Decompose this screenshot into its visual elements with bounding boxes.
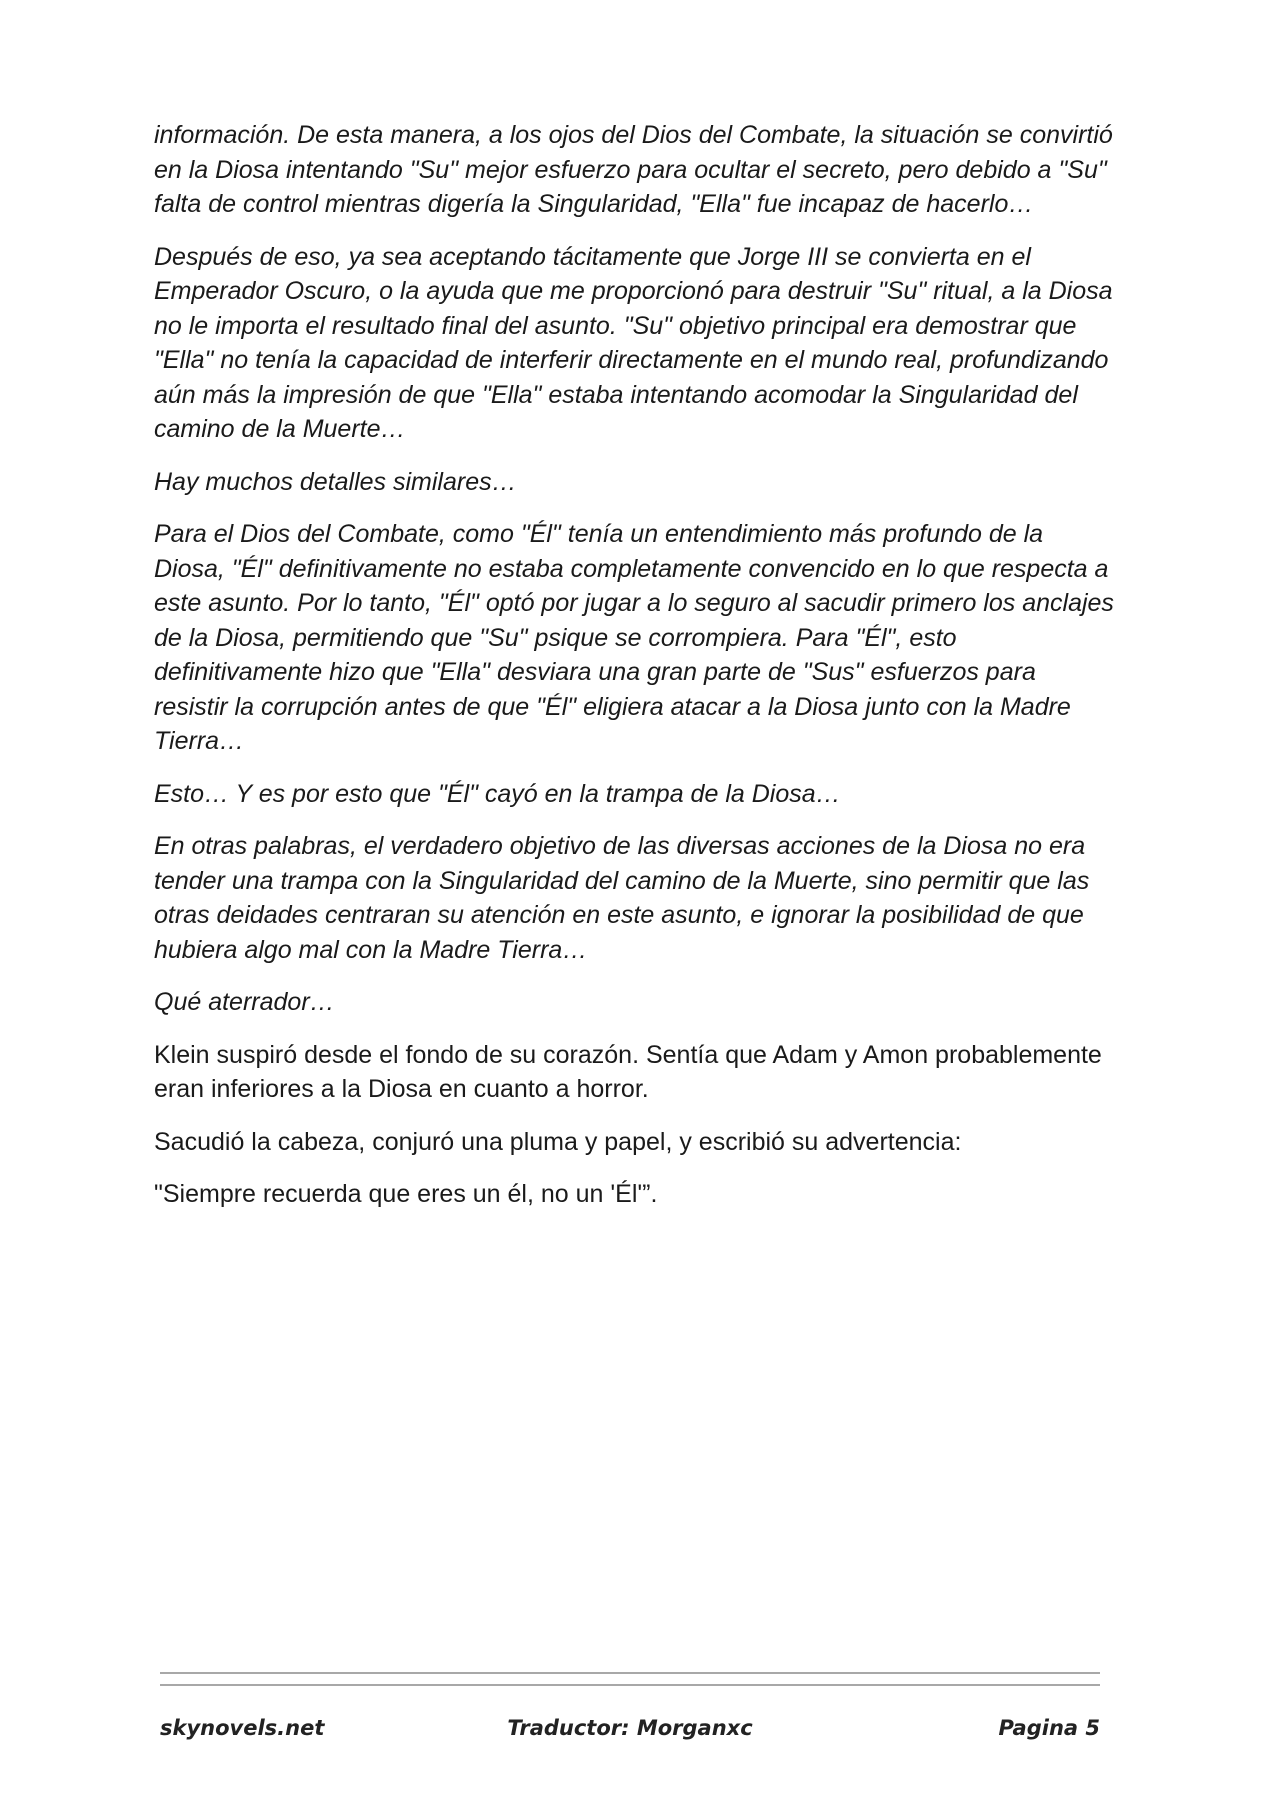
paragraph: Esto… Y es por esto que "Él" cayó en la trampa de la Diosa…	[154, 779, 841, 808]
paragraph: Sacudió la cabeza, conjuró una pluma y papel, y escribió su advertencia:	[154, 1127, 962, 1156]
footer-rule-bottom	[160, 1684, 1100, 1686]
footer-site: skynovels.net	[160, 1716, 325, 1740]
paragraph: "Siempre recuerda que eres un él, no un 'Él'”.	[154, 1180, 658, 1208]
paragraph: Klein suspiró desde el fondo de su corazón. Sentía que Adam y Amon probablemente eran inferiores a la Diosa en cuanto a horror.	[154, 1040, 1102, 1103]
paragraph: Qué aterrador…	[154, 988, 335, 1016]
paragraph: Hay muchos detalles similares…	[154, 467, 517, 496]
footer-rule-top	[160, 1672, 1100, 1674]
paragraph: Para el Dios del Combate, como "Él" tenía un entendimiento más profundo de la Diosa, "Él" definitivamente no estaba completamente convencido en lo que respecta a este asunto. Por lo tanto, "Él" optó por jugar a lo seguro al sacudir primero los anclajes de la Diosa, permitiendo que "Su" psique se corrompiera. Para "Él", esto definitivamente hizo que "Ella" desviara una gran parte de "Sus" esfuerzos para resistir la corrupción antes de que "Él" eligiera atacar a la Diosa junto con la Madre Tierra…	[154, 520, 1114, 755]
footer-divider	[160, 1672, 1100, 1696]
paragraph: En otras palabras, el verdadero objetivo de las diversas acciones de la Diosa no era tender una trampa con la Singularidad del camino de la Muerte, sino permitir que las otras deidades centraran su atención en este asunto, e ignorar la posibilidad de que hubiera algo mal con la Madre Tierra…	[154, 832, 1090, 964]
footer-page-number: Pagina 5	[998, 1716, 1100, 1740]
page-body	[154, 118, 1114, 1230]
paragraph: información. De esta manera, a los ojos del Dios del Combate, la situación se convirtió en la Diosa intentando "Su" mejor esfuerzo para ocultar el secreto, pero debido a "Su" falta de control mientras digería la Singularidad, "Ella" fue incapaz de hacerlo…	[154, 121, 1113, 218]
page-footer	[160, 1716, 1100, 1752]
footer-translator: Traductor: Morganxc	[507, 1716, 753, 1740]
paragraph: Después de eso, ya sea aceptando tácitamente que Jorge III se convierta en el Emperador Oscuro, o la ayuda que me proporcionó para destruir "Su" ritual, a la Diosa no le importa el resultado final del asunto. "Su" objetivo principal era demostrar que "Ella" no tenía la capacidad de interferir directamente en el mundo real, profundizando aún más la impresión de que "Ella" estaba intentando acomodar la Singularidad del camino de la Muerte…	[154, 242, 1113, 443]
